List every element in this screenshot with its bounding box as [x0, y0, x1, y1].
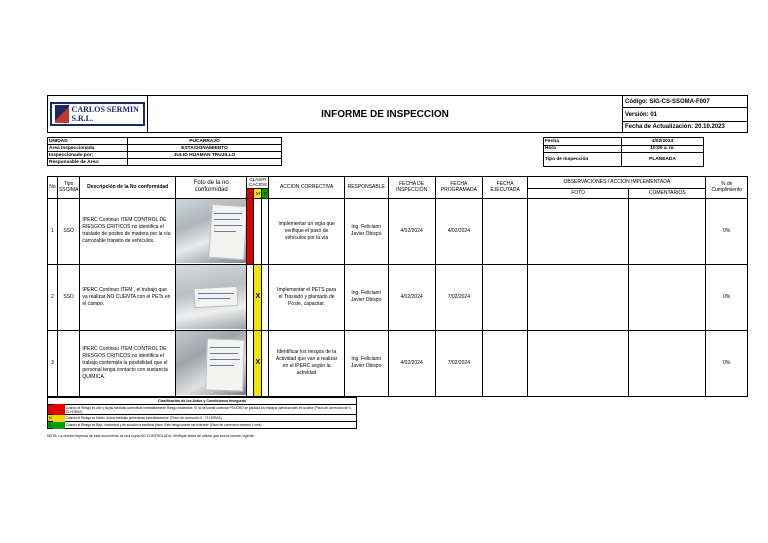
table-row: [48, 264, 748, 330]
row-descripcion: IPERC Continuo ITEM CONTROL DE RIESGOS CRITICOS no identifica el traslado de postes de madera por la vía carrozable transito de vehículos.: [80, 198, 176, 264]
level-m-cell: [254, 330, 262, 396]
row-foto-implementada: [528, 198, 629, 264]
info-label: Hora: [544, 145, 622, 153]
nonconformity-table: [47, 176, 748, 397]
row-descripcion: IPERC Continuo ITEM , el trabajo que va realizar NO CUENTA con el PETs en el campo.: [80, 264, 176, 330]
level-a-cell: [247, 198, 254, 264]
info-row: [544, 153, 704, 167]
document-title: INFORME DE INSPECCION: [148, 96, 623, 133]
row-cumplimiento: 0%: [706, 264, 748, 330]
document-header: [47, 95, 748, 133]
info-value: PUCARRAJO: [128, 138, 282, 145]
col-m: M: [254, 188, 262, 198]
info-row: [544, 145, 704, 153]
row-responsable: Ing. Feliciano Javier Obispo: [344, 264, 388, 330]
level-m-cell: [254, 198, 262, 264]
col-clasificacion: CLASIFI CACION: [247, 177, 269, 189]
info-row: [48, 159, 282, 166]
col-foto: Foto de la no conformidad: [175, 177, 246, 199]
row-no: 2: [48, 264, 58, 330]
nonconformity-photo: [176, 331, 246, 395]
row-photo: [175, 264, 246, 330]
inspection-info-left: [47, 137, 282, 166]
document-code: Código: SIG-CS-SSOMA-F007: [623, 96, 748, 108]
legend-row: [48, 415, 357, 422]
info-value: 10:00 a. m.: [622, 145, 704, 153]
row-fecha-inspeccion: 4/02/2024: [388, 330, 435, 396]
level-m-cell: [254, 264, 262, 330]
col-observaciones: OBSERVACIONES / ACCION IMPLEMENTADA: [528, 177, 706, 189]
info-value: 4/02/2024: [622, 138, 704, 146]
col-comentarios: COMENTARIOS: [629, 188, 706, 198]
info-label: Responsable de Área:: [48, 159, 128, 166]
row-fecha-programada: 4/02/2024: [435, 198, 482, 264]
company-logo: [50, 96, 145, 132]
legend-swatch-yellow: [48, 415, 59, 422]
info-value: PLANEADA: [622, 153, 704, 167]
col-cumplimiento: % de Cumplimiento: [706, 177, 748, 199]
legend-code: B: [49, 423, 52, 427]
row-fecha-inspeccion: 4/02/2024: [388, 198, 435, 264]
col-fecha-inspeccion: FECHA DE INSPECCIÓN: [388, 177, 435, 199]
legend-swatch-red: [48, 405, 59, 415]
col-b: B: [262, 188, 269, 198]
row-fecha-programada: 7/02/2024: [435, 330, 482, 396]
row-comentarios: [629, 198, 706, 264]
row-cumplimiento: 0%: [706, 198, 748, 264]
col-responsable: RESPONSABLE: [344, 177, 388, 199]
level-a-cell: [247, 264, 254, 330]
col-a: A: [247, 188, 254, 198]
info-row: [48, 138, 282, 145]
document-update-date: Fecha de Actualización: 20.10.2023: [623, 121, 748, 132]
company-name: CARLOS SERMIN S.R.L.: [71, 105, 139, 123]
col-fecha-programada: FECHA PROGRAMADA: [435, 177, 482, 199]
col-foto-implementada: FOTO: [528, 188, 629, 198]
col-descripcion: Descripción de la No conformidad: [80, 177, 176, 199]
row-no: 3: [48, 330, 58, 396]
table-row: [48, 198, 748, 264]
row-foto-implementada: [528, 264, 629, 330]
col-no: No: [48, 177, 58, 199]
level-a-cell: [247, 330, 254, 396]
row-responsable: Ing. Feliciano Javier Obispo: [344, 330, 388, 396]
info-row: [544, 138, 704, 146]
level-b-cell: [262, 264, 269, 330]
row-photo: [175, 330, 246, 396]
legend-row: [48, 422, 357, 429]
info-row: [48, 152, 282, 159]
info-label: Inspeccionado por;: [48, 152, 128, 159]
company-logo-cell: [48, 96, 148, 133]
nonconformity-photo: [176, 199, 246, 263]
row-tipo: SSO: [57, 198, 79, 264]
legend-text: Cuando el Riesgo es Medio, iniciar medidas preventivas inmediatamente. (Plazo de corrección 0 - 72 HORAS): [59, 415, 357, 422]
info-label: UNIDAD: [48, 138, 128, 145]
row-foto-implementada: [528, 330, 629, 396]
legend-text: Cuando el Riesgo es Bajo, comunicar y de solución a mediano plazo. Este riesgo puede ser tolerante (Plazo de corrección máximo 1 mes): [59, 422, 357, 429]
row-comentarios: [629, 264, 706, 330]
level-mark: X: [255, 293, 261, 301]
col-accion: ACCION CORRECTIVA: [269, 177, 345, 199]
footer-note: NOTA: La versión impresa de este documento es una copia NO CONTROLADA. Verifique antes de utilizar que sea la versión vigente.: [47, 434, 255, 438]
document-version: Versión: 01: [623, 108, 748, 121]
col-tipo: Tipo SSO/MA: [57, 177, 79, 199]
info-value: [128, 159, 282, 166]
info-row: [48, 145, 282, 152]
logo-icon: [55, 105, 69, 123]
row-cumplimiento: 0%: [706, 330, 748, 396]
row-no: 1: [48, 198, 58, 264]
legend-text: Cuando el Riesgo es Alto y cuyas medidas correctivas inmediatamente.Riesgo intolerable. Si no se puede controlar PELIGRO se paraliza los trabajos operacionales en la labor (Plazo de corrección de 0-24 HORAS): [59, 405, 357, 415]
classification-legend: [47, 397, 357, 429]
row-tipo: SSO: [57, 264, 79, 330]
table-row: [48, 330, 748, 396]
row-fecha-inspeccion: 4/02/2024: [388, 264, 435, 330]
info-label: Área Inspeccionada: [48, 145, 128, 152]
nonconformity-photo: [176, 265, 246, 329]
row-fecha-ejecutada: [483, 330, 528, 396]
legend-title: Clasificación de los Actos y Condiciones Inseguras: [48, 398, 357, 405]
level-mark: X: [255, 359, 261, 367]
row-photo: [175, 198, 246, 264]
row-accion: Implementar un vigía que verifique el paso de vehículos por la vía: [269, 198, 345, 264]
info-label: Fecha: [544, 138, 622, 146]
info-label: Tipo de Inspección: [544, 153, 622, 167]
row-fecha-ejecutada: [483, 198, 528, 264]
info-value: JULIO HUAMAN TRUJILLO: [128, 152, 282, 159]
legend-code: M: [49, 416, 52, 420]
row-responsable: Ing. Feliciano Javier Obispo: [344, 198, 388, 264]
level-b-cell: [262, 198, 269, 264]
col-fecha-ejecutada: FECHA EJECUTADA: [483, 177, 528, 199]
row-accion: Identificar los riesgos de la Actividad que van a realizar en el IPERC según la actividad: [269, 330, 345, 396]
info-value: ESTACIONAMIENTO: [128, 145, 282, 152]
row-tipo: [57, 330, 79, 396]
row-comentarios: [629, 330, 706, 396]
row-descripcion: IPERC Continuo ITEM CONTROL DE RIESGOS CRITICOS no identifica el trabajo contempla la posibilidad que el personal tenga contacto con sustancia QUIMICA.: [80, 330, 176, 396]
legend-swatch-green: [48, 422, 59, 429]
inspection-info-right: [543, 137, 704, 167]
row-accion: Implementar el PETS para el Traslado y plantado de Poste, capacitar.: [269, 264, 345, 330]
row-fecha-ejecutada: [483, 264, 528, 330]
level-b-cell: [262, 330, 269, 396]
row-fecha-programada: 7/02/2024: [435, 264, 482, 330]
legend-row: [48, 405, 357, 415]
